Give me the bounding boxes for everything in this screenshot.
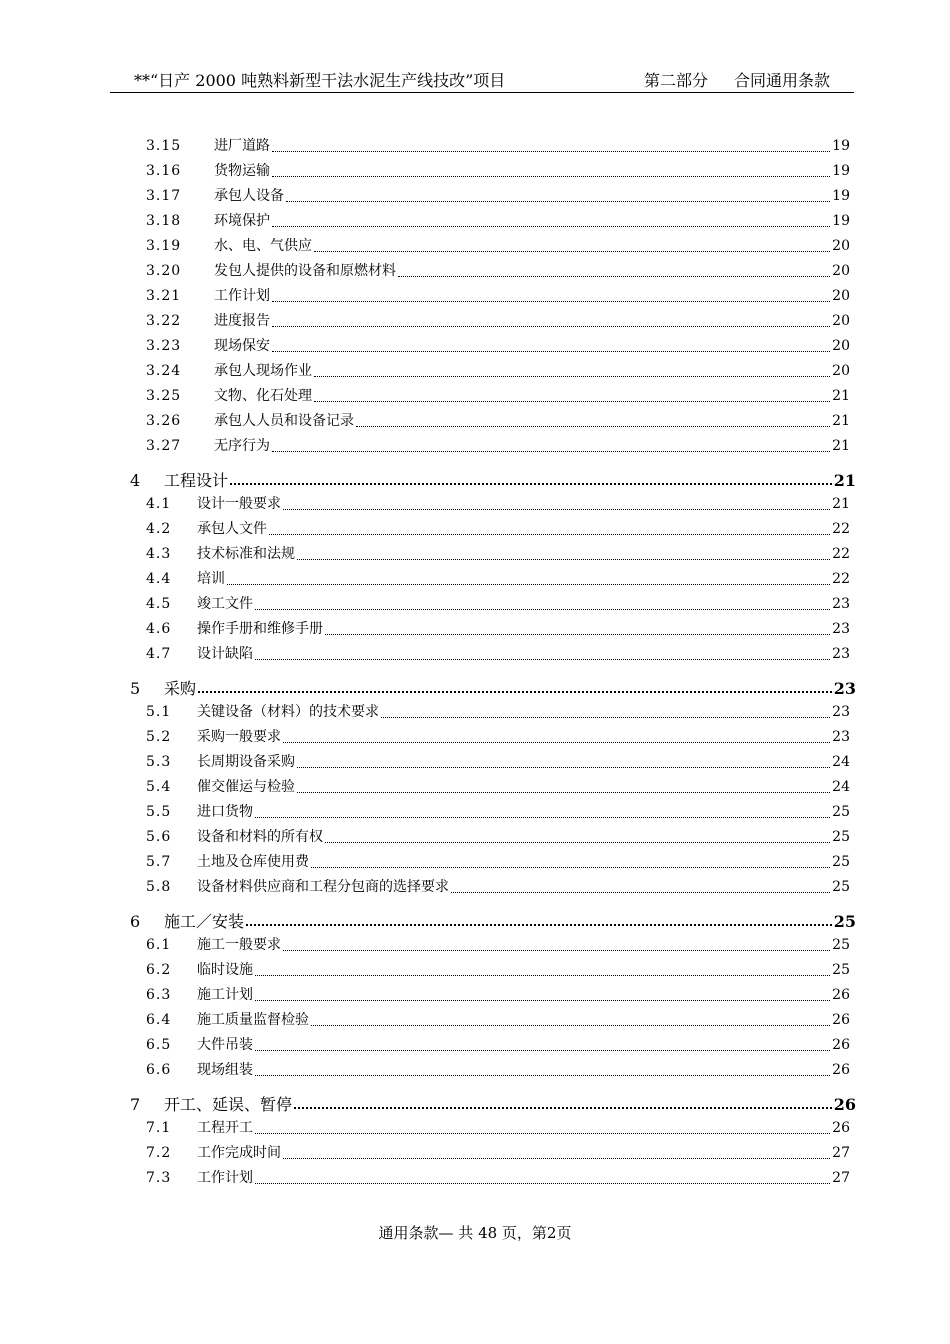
toc-num: 4 xyxy=(130,471,142,490)
toc-entry-row[interactable] xyxy=(146,435,850,457)
dot-leader xyxy=(314,385,830,407)
dot-leader xyxy=(272,335,830,357)
dot-leader xyxy=(255,801,830,823)
dot-leader xyxy=(272,135,830,157)
toc-page-number: 25 xyxy=(833,912,856,931)
toc-page-number: 27 xyxy=(832,1170,850,1186)
toc-num: 5.4 xyxy=(146,779,172,795)
project-title: **“日产 2000 吨熟料新型干法水泥生产线技改”项目 xyxy=(134,71,506,90)
toc-num: 3.26 xyxy=(146,413,182,429)
toc-title: 施工一般要求 xyxy=(197,937,281,953)
toc-entry-row[interactable] xyxy=(146,851,850,873)
toc-num: 7.2 xyxy=(146,1145,172,1161)
toc-page-number: 21 xyxy=(832,388,850,404)
toc-title: 承包人设备 xyxy=(214,188,284,204)
dot-leader xyxy=(286,185,830,207)
toc-title: 设计一般要求 xyxy=(197,496,281,512)
toc-page-number: 25 xyxy=(832,937,850,953)
toc-entry-row[interactable] xyxy=(146,1117,850,1139)
toc-chapter-row[interactable] xyxy=(130,676,856,698)
dot-leader xyxy=(314,360,830,382)
page-header xyxy=(110,66,854,93)
toc-page-number: 23 xyxy=(832,621,850,637)
dot-leader xyxy=(381,701,830,723)
toc-page-number: 19 xyxy=(832,138,850,154)
toc-entry-row[interactable] xyxy=(146,235,850,257)
toc-title: 操作手册和维修手册 xyxy=(197,621,323,637)
toc-page-number: 24 xyxy=(832,754,850,770)
page-footer: 通用条款— 共 48 页，第2页 xyxy=(378,1224,572,1242)
toc-page-number: 20 xyxy=(832,338,850,354)
toc-title: 工程设计 xyxy=(164,471,229,490)
toc-title: 采购 xyxy=(164,679,197,698)
toc-title: 工程开工 xyxy=(197,1120,253,1136)
toc-page-number: 20 xyxy=(832,313,850,329)
toc-title: 大件吊装 xyxy=(197,1037,253,1053)
toc-num: 6.3 xyxy=(146,987,172,1003)
toc-entry-row[interactable] xyxy=(146,593,850,615)
dot-leader xyxy=(283,934,830,956)
dot-leader xyxy=(255,1117,830,1139)
dot-leader xyxy=(246,909,832,931)
toc-num: 3.27 xyxy=(146,438,182,454)
toc-page-number: 20 xyxy=(832,238,850,254)
toc-title: 无序行为 xyxy=(214,438,270,454)
dot-leader xyxy=(283,493,830,515)
toc-num: 7.3 xyxy=(146,1170,172,1186)
toc-entry-row[interactable] xyxy=(146,984,850,1006)
toc-num: 4.6 xyxy=(146,621,172,637)
toc-num: 5.1 xyxy=(146,704,172,720)
toc-num: 3.21 xyxy=(146,288,182,304)
toc-page-number: 26 xyxy=(833,1095,856,1114)
dot-leader xyxy=(297,776,830,798)
toc-title: 水、电、气供应 xyxy=(214,238,312,254)
dot-leader xyxy=(311,1009,830,1031)
toc-num: 4.7 xyxy=(146,646,172,662)
toc-page-number: 25 xyxy=(832,879,850,895)
toc-entry-row[interactable] xyxy=(146,335,850,357)
toc-title: 现场组装 xyxy=(197,1062,253,1078)
toc-chapter-row[interactable] xyxy=(130,1092,856,1114)
toc-title: 承包人现场作业 xyxy=(214,363,312,379)
dot-leader xyxy=(255,593,830,615)
toc-entry-row[interactable] xyxy=(146,826,850,848)
toc-num: 3.18 xyxy=(146,213,182,229)
toc-page-number: 26 xyxy=(832,1012,850,1028)
dot-leader xyxy=(294,1092,832,1114)
toc-entry-row[interactable] xyxy=(146,643,850,665)
toc-title: 技术标准和法规 xyxy=(197,546,295,562)
dot-leader xyxy=(398,260,830,282)
toc-title: 培训 xyxy=(197,571,225,587)
toc-page-number: 23 xyxy=(832,729,850,745)
toc-chapter-row[interactable] xyxy=(130,468,856,490)
toc-title: 货物运输 xyxy=(214,163,270,179)
toc-entry-row[interactable] xyxy=(146,801,850,823)
toc-page-number: 26 xyxy=(832,1037,850,1053)
toc-title: 采购一般要求 xyxy=(197,729,281,745)
toc-title: 施工／安装 xyxy=(164,912,245,931)
toc-num: 5.3 xyxy=(146,754,172,770)
toc-num: 3.25 xyxy=(146,388,182,404)
toc-title: 施工质量监督检验 xyxy=(197,1012,309,1028)
toc-num: 3.24 xyxy=(146,363,182,379)
toc-entry-row[interactable] xyxy=(146,701,850,723)
toc-num: 5.6 xyxy=(146,829,172,845)
toc-num: 6.6 xyxy=(146,1062,172,1078)
toc-title: 开工、延误、暂停 xyxy=(164,1095,293,1114)
dot-leader xyxy=(255,1034,830,1056)
dot-leader xyxy=(325,618,830,640)
toc-page-number: 23 xyxy=(832,704,850,720)
toc-num: 3.22 xyxy=(146,313,182,329)
toc-num: 6.4 xyxy=(146,1012,172,1028)
toc-title: 临时设施 xyxy=(197,962,253,978)
dot-leader xyxy=(255,984,830,1006)
toc-entry-row[interactable] xyxy=(146,1009,850,1031)
toc-entry-row[interactable] xyxy=(146,751,850,773)
toc-title: 发包人提供的设备和原燃材料 xyxy=(214,263,396,279)
part-label: 第二部分 xyxy=(643,71,708,90)
toc-title: 环境保护 xyxy=(214,213,270,229)
toc-title: 长周期设备采购 xyxy=(197,754,295,770)
toc-page-number: 25 xyxy=(832,829,850,845)
toc-title: 进口货物 xyxy=(197,804,253,820)
dot-leader xyxy=(255,959,830,981)
toc-page-number: 22 xyxy=(832,571,850,587)
toc-entry-row[interactable] xyxy=(146,568,850,590)
toc-page-number: 21 xyxy=(833,471,856,490)
toc-num: 6.1 xyxy=(146,937,172,953)
toc-title: 设备材料供应商和工程分包商的选择要求 xyxy=(197,879,449,895)
toc-num: 7 xyxy=(130,1095,142,1114)
toc-title: 催交催运与检验 xyxy=(197,779,295,795)
toc-title: 关键设备（材料）的技术要求 xyxy=(197,704,379,720)
dot-leader xyxy=(255,1059,830,1081)
toc-num: 6.2 xyxy=(146,962,172,978)
toc-num: 3.16 xyxy=(146,163,182,179)
toc-num: 4.2 xyxy=(146,521,172,537)
toc-page-number: 25 xyxy=(832,804,850,820)
toc-page-number: 21 xyxy=(832,413,850,429)
toc-page-number: 27 xyxy=(832,1145,850,1161)
toc-entry-row[interactable] xyxy=(146,160,850,182)
toc-entry-row[interactable] xyxy=(146,410,850,432)
dot-leader xyxy=(314,235,830,257)
toc-title: 承包人文件 xyxy=(197,521,267,537)
dot-leader xyxy=(227,568,830,590)
toc-entry-row[interactable] xyxy=(146,1167,850,1189)
toc-num: 4.4 xyxy=(146,571,172,587)
toc-entry-row[interactable] xyxy=(146,360,850,382)
toc-num: 3.15 xyxy=(146,138,182,154)
dot-leader xyxy=(272,435,830,457)
toc-title: 施工计划 xyxy=(197,987,253,1003)
toc-title: 进厂道路 xyxy=(214,138,270,154)
toc-page-number: 20 xyxy=(832,363,850,379)
toc-page-number: 23 xyxy=(832,646,850,662)
toc-num: 7.1 xyxy=(146,1120,172,1136)
dot-leader xyxy=(356,410,830,432)
toc-entry-row[interactable] xyxy=(146,959,850,981)
toc-num: 4.5 xyxy=(146,596,172,612)
toc-entry-row[interactable] xyxy=(146,776,850,798)
dot-leader xyxy=(230,468,832,490)
toc-num: 6 xyxy=(130,912,142,931)
toc-page-number: 21 xyxy=(832,438,850,454)
toc-num: 5.7 xyxy=(146,854,172,870)
toc-entry-row[interactable] xyxy=(146,135,850,157)
toc-title: 现场保安 xyxy=(214,338,270,354)
toc-entry-row[interactable] xyxy=(146,1142,850,1164)
toc-page-number: 22 xyxy=(832,521,850,537)
toc-entry-row[interactable] xyxy=(146,260,850,282)
toc-page-number: 23 xyxy=(833,679,856,698)
toc-num: 5 xyxy=(130,679,142,698)
section-label: 合同通用条款 xyxy=(733,71,830,90)
header-right xyxy=(644,68,830,91)
toc-num: 3.19 xyxy=(146,238,182,254)
toc-entry-row[interactable] xyxy=(146,1059,850,1081)
dot-leader xyxy=(255,643,830,665)
toc-page-number: 20 xyxy=(832,288,850,304)
toc-page-number: 26 xyxy=(832,1062,850,1078)
toc-entry-row[interactable] xyxy=(146,285,850,307)
toc-title: 工作计划 xyxy=(197,1170,253,1186)
toc-page-number: 26 xyxy=(832,987,850,1003)
toc-title: 竣工文件 xyxy=(197,596,253,612)
dot-leader xyxy=(325,826,830,848)
toc-num: 5.5 xyxy=(146,804,172,820)
toc-title: 设计缺陷 xyxy=(197,646,253,662)
dot-leader xyxy=(297,543,830,565)
toc-page-number: 25 xyxy=(832,854,850,870)
dot-leader xyxy=(283,1142,830,1164)
dot-leader xyxy=(198,676,832,698)
toc-entry-row[interactable] xyxy=(146,518,850,540)
toc-page-number: 23 xyxy=(832,596,850,612)
toc-page-number: 22 xyxy=(832,546,850,562)
toc-page-number: 21 xyxy=(832,496,850,512)
toc-num: 3.20 xyxy=(146,263,182,279)
toc-num: 5.8 xyxy=(146,879,172,895)
toc-entry-row[interactable] xyxy=(146,618,850,640)
toc-title: 工作完成时间 xyxy=(197,1145,281,1161)
toc-entry-row[interactable] xyxy=(146,493,850,515)
dot-leader xyxy=(272,210,830,232)
toc-num: 4.3 xyxy=(146,546,172,562)
toc-page-number: 20 xyxy=(832,263,850,279)
toc-title: 设备和材料的所有权 xyxy=(197,829,323,845)
toc-page-number: 26 xyxy=(832,1120,850,1136)
toc-num: 4.1 xyxy=(146,496,172,512)
dot-leader xyxy=(297,751,830,773)
toc-entry-row[interactable] xyxy=(146,310,850,332)
toc-page-number: 19 xyxy=(832,163,850,179)
dot-leader xyxy=(311,851,830,873)
toc-entry-row[interactable] xyxy=(146,876,850,898)
toc-title: 承包人人员和设备记录 xyxy=(214,413,354,429)
dot-leader xyxy=(451,876,830,898)
toc-entry-row[interactable] xyxy=(146,210,850,232)
toc-num: 6.5 xyxy=(146,1037,172,1053)
toc-page-number: 19 xyxy=(832,213,850,229)
dot-leader xyxy=(272,310,830,332)
toc-num: 3.17 xyxy=(146,188,182,204)
toc-title: 进度报告 xyxy=(214,313,270,329)
toc-entry-row[interactable] xyxy=(146,934,850,956)
toc-entry-row[interactable] xyxy=(146,185,850,207)
toc-entry-row[interactable] xyxy=(146,385,850,407)
toc-num: 3.23 xyxy=(146,338,182,354)
dot-leader xyxy=(255,1167,830,1189)
toc-page-number: 24 xyxy=(832,779,850,795)
dot-leader xyxy=(272,285,830,307)
dot-leader xyxy=(283,726,830,748)
toc-entry-row[interactable] xyxy=(146,543,850,565)
toc-entry-row[interactable] xyxy=(146,1034,850,1056)
toc-page-number: 19 xyxy=(832,188,850,204)
toc-title: 工作计划 xyxy=(214,288,270,304)
dot-leader xyxy=(272,160,830,182)
dot-leader xyxy=(269,518,830,540)
toc-num: 5.2 xyxy=(146,729,172,745)
toc-entry-row[interactable] xyxy=(146,726,850,748)
toc-page-number: 25 xyxy=(832,962,850,978)
toc-title: 土地及仓库使用费 xyxy=(197,854,309,870)
toc-title: 文物、化石处理 xyxy=(214,388,312,404)
toc-chapter-row[interactable] xyxy=(130,909,856,931)
